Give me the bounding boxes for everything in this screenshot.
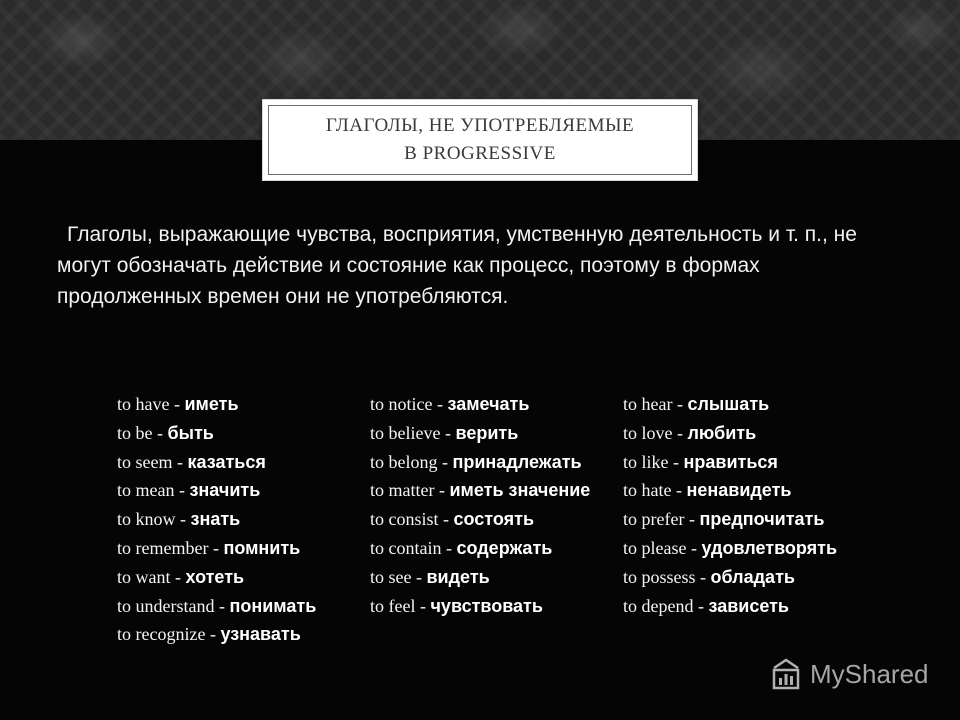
verb-russian: обладать: [710, 566, 795, 587]
verb-english: to depend: [623, 595, 694, 616]
verb-item: to feel - чувствовать: [370, 595, 543, 616]
verb-item: to hate - ненавидеть: [623, 480, 792, 501]
myshared-watermark: [768, 656, 929, 692]
verb-russian: верить: [455, 422, 519, 443]
verb-russian: удовлетворять: [701, 537, 838, 558]
verb-english: to believe: [370, 422, 441, 443]
verb-item: to contain - содержать: [370, 537, 553, 558]
verb-english: to be: [117, 422, 153, 443]
intro-paragraph: Глаголы, выражающие чувства, восприятия, умственную деятельность и т. п., не могут обозначать действие и состояние как процесс, поэтому в формах продолженных времен они не употребляются.: [57, 223, 857, 308]
verb-english: to notice: [370, 394, 433, 414]
verb-russian: иметь: [184, 394, 239, 414]
verb-item: to know - знать: [117, 509, 241, 530]
title-line-1: ГЛАГОЛЫ, НЕ УПОТРЕБЛЯЕМЫЕ: [325, 115, 635, 136]
verb-english: to hate: [623, 480, 672, 501]
verb-item: to recognize - узнавать: [117, 624, 301, 645]
verb-item: to have - иметь: [117, 394, 239, 414]
verb-russian: ненавидеть: [686, 480, 792, 501]
verb-english: to see: [370, 566, 412, 587]
verb-russian: понимать: [229, 595, 317, 616]
verb-item: to like - нравиться: [623, 451, 778, 472]
verb-column-3: [623, 390, 873, 620]
verb-item: to be - быть: [117, 422, 214, 443]
verb-item: to prefer - предпочитать: [623, 509, 825, 530]
verb-english: to contain: [370, 537, 442, 558]
verb-russian: знать: [190, 509, 241, 530]
verb-russian: слышать: [687, 394, 770, 414]
verb-english: to please: [623, 537, 687, 558]
verb-item: to please - удовлетворять: [623, 537, 838, 558]
verb-english: to remember: [117, 537, 209, 558]
verb-russian: быть: [167, 422, 214, 443]
verb-item: to understand - понимать: [117, 595, 317, 616]
verb-english: to belong: [370, 451, 438, 472]
verb-item: to remember - помнить: [117, 537, 301, 558]
verb-russian: казаться: [187, 451, 266, 472]
verb-russian: узнавать: [220, 624, 301, 645]
verb-english: to understand: [117, 595, 215, 616]
verb-item: to see - видеть: [370, 566, 490, 587]
verb-column-2: [370, 390, 620, 620]
verb-english: to like: [623, 451, 669, 472]
verb-english: to have: [117, 394, 170, 414]
verb-english: to love: [623, 422, 673, 443]
verb-english: to want: [117, 566, 171, 587]
verb-item: to consist - состоять: [370, 509, 535, 530]
verb-english: to seem: [117, 451, 173, 472]
verb-russian: содержать: [456, 537, 553, 558]
verb-item: to mean - значить: [117, 480, 261, 501]
verb-russian: хотеть: [185, 566, 245, 587]
verb-english: to possess: [623, 566, 696, 587]
verb-item: to belong - принадлежать: [370, 451, 582, 472]
watermark-text: MyShared: [810, 658, 929, 689]
verb-russian: нравиться: [683, 451, 778, 472]
verb-english: to consist: [370, 509, 439, 530]
title-box: [263, 100, 697, 180]
verb-item: to hear - слышать: [623, 394, 770, 414]
verb-russian: чувствовать: [430, 595, 543, 616]
verb-english: to matter: [370, 480, 435, 501]
verb-item: to want - хотеть: [117, 566, 245, 587]
verb-item: to notice - замечать: [370, 394, 530, 414]
verb-item: to love - любить: [623, 422, 757, 443]
verb-item: to seem - казаться: [117, 451, 266, 472]
verb-english: to hear: [623, 394, 673, 414]
verb-russian: зависеть: [708, 595, 790, 616]
verb-russian: принадлежать: [452, 451, 582, 472]
verb-item: to matter - иметь значение: [370, 480, 591, 501]
verb-russian: помнить: [223, 537, 301, 558]
verb-russian: любить: [687, 422, 757, 443]
verb-russian: значить: [189, 480, 261, 501]
verb-russian: иметь значение: [449, 480, 591, 501]
verb-russian: состоять: [453, 509, 535, 530]
verb-item: to believe - верить: [370, 422, 519, 443]
verb-english: to know: [117, 509, 176, 530]
verb-english: to feel: [370, 595, 416, 616]
verb-russian: предпочитать: [699, 509, 825, 530]
verb-russian: замечать: [447, 394, 530, 414]
verb-russian: видеть: [426, 566, 490, 587]
verb-item: to depend - зависеть: [623, 595, 790, 616]
verb-column-1: [117, 390, 367, 649]
verb-english: to recognize: [117, 624, 206, 645]
verb-english: to prefer: [623, 509, 685, 530]
slide-title: [326, 112, 634, 168]
title-line-2: В PROGRESSIVE: [404, 143, 556, 164]
myshared-logo-icon: [768, 656, 804, 692]
verb-item: to possess - обладать: [623, 566, 795, 587]
verb-english: to mean: [117, 480, 175, 501]
